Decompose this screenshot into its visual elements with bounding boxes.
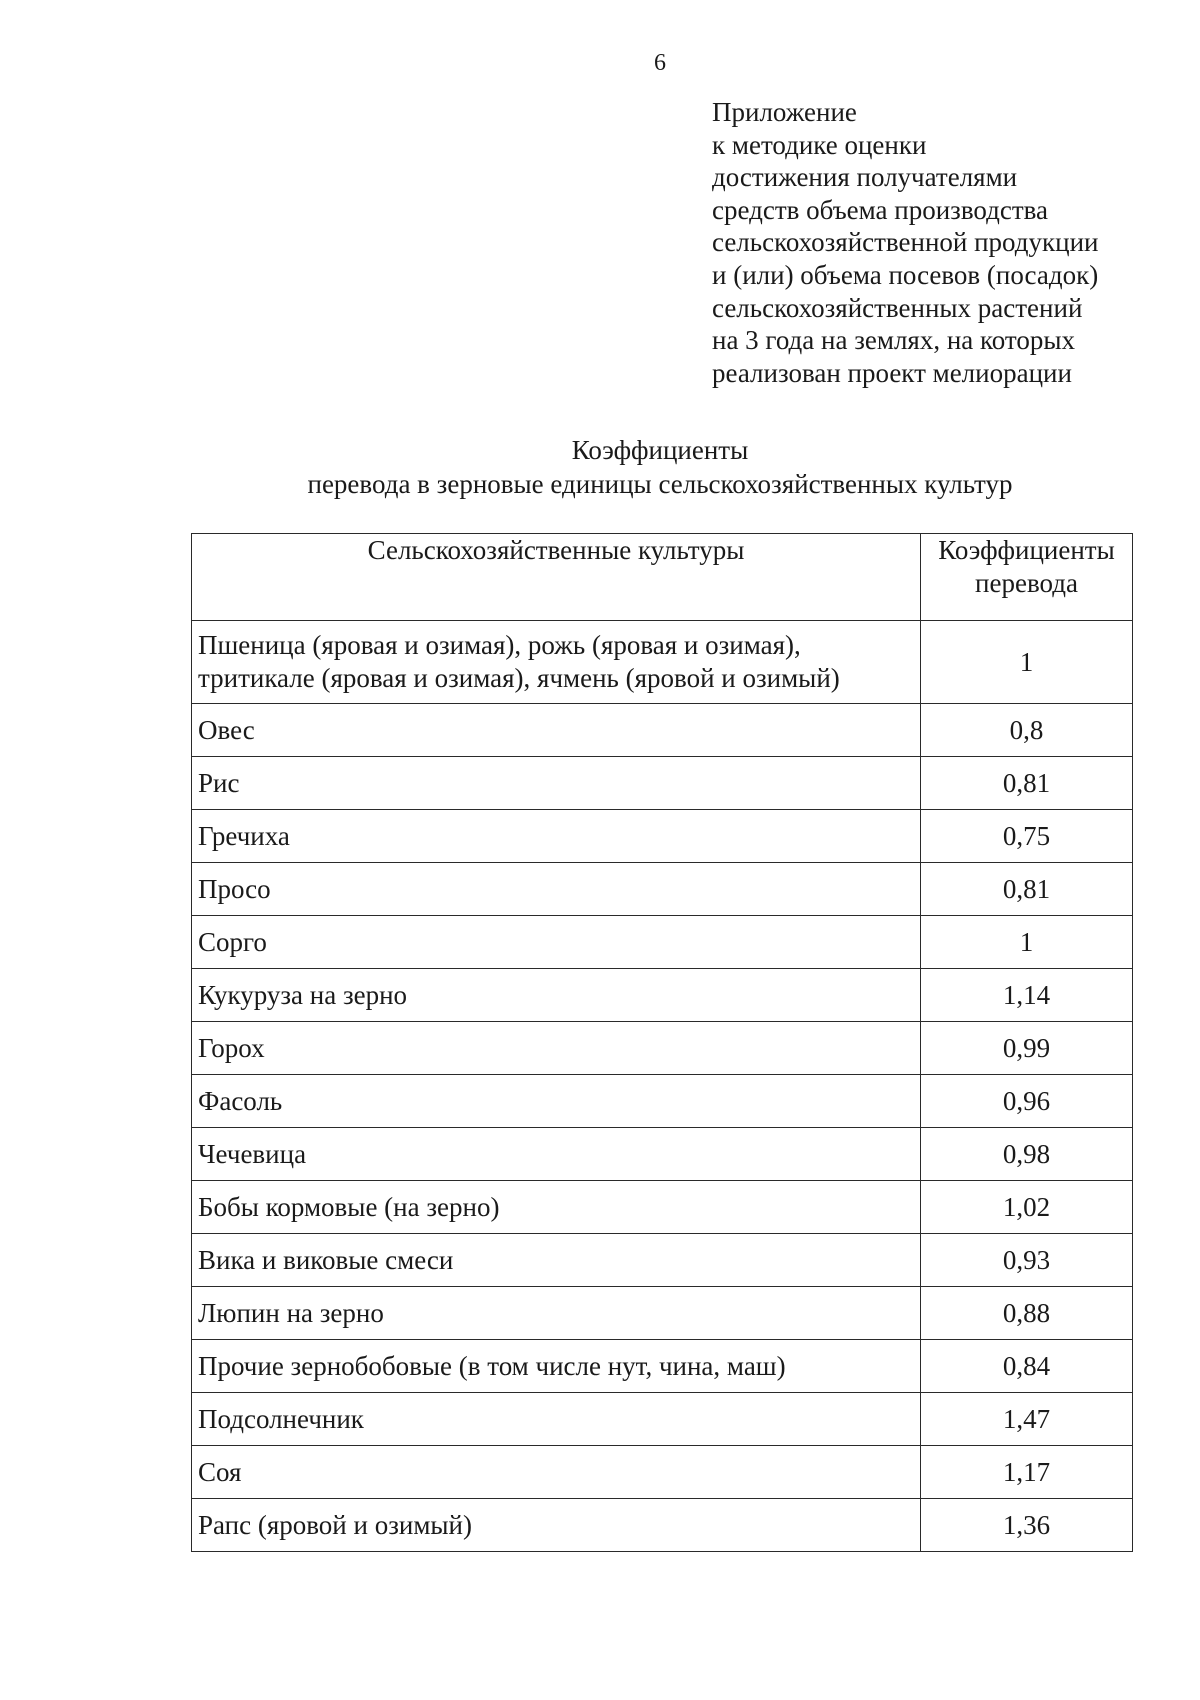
crop-line: Пшеница (яровая и озимая), рожь (яровая и озимая), [198,630,801,660]
coefficient-cell: 0,8 [921,704,1133,757]
table-row [192,1181,1133,1234]
table-row [192,863,1133,916]
crop-cell: Гречиха [192,810,921,863]
coefficient-cell: 0,81 [921,863,1133,916]
appendix-line: реализован проект мелиорации [712,357,1072,388]
crop-cell [192,621,921,704]
table-title-line1: Коэффициенты [571,435,749,465]
crop-cell: Вика и виковые смеси [192,1234,921,1287]
crop-cell: Люпин на зерно [192,1287,921,1340]
crop-cell: Чечевица [192,1128,921,1181]
coefficient-cell: 0,98 [921,1128,1133,1181]
coefficient-cell: 0,93 [921,1234,1133,1287]
page-number: 6 [654,50,666,76]
header-coefficient-line1: Коэффициенты [938,535,1115,565]
appendix-line: к методике оценки [712,129,927,160]
table-title-line2: перевода в зерновые единицы сельскохозяйственных культур [307,469,1013,499]
coefficients-table [191,533,1133,1552]
header-crop: Сельскохозяйственные культуры [192,534,921,621]
coefficient-cell: 0,81 [921,757,1133,810]
crop-cell: Подсолнечник [192,1393,921,1446]
coefficient-cell: 0,96 [921,1075,1133,1128]
table-row [192,704,1133,757]
crop-cell: Фасоль [192,1075,921,1128]
table-row [192,1075,1133,1128]
crop-line: тритикале (яровая и озимая), ячмень (яровой и озимый) [198,663,840,693]
table-row [192,969,1133,1022]
appendix-line: достижения получателями [712,162,1018,193]
appendix-line: и (или) объема посевов (посадок) [712,259,1099,290]
coefficient-cell: 1,17 [921,1446,1133,1499]
crop-cell: Сорго [192,916,921,969]
table-row [192,1446,1133,1499]
table-row [192,1234,1133,1287]
header-coefficient-line2: перевода [975,568,1078,598]
crop-cell: Горох [192,1022,921,1075]
table-row [192,1287,1133,1340]
appendix-line: сельскохозяйственной продукции [712,227,1099,258]
table-row [192,810,1133,863]
table-row [192,621,1133,704]
table-header-row [192,534,1133,621]
table-row [192,1022,1133,1075]
table-row [192,1393,1133,1446]
coefficient-cell: 0,84 [921,1340,1133,1393]
table-row [192,1128,1133,1181]
crop-cell: Кукуруза на зерно [192,969,921,1022]
crop-cell: Бобы кормовые (на зерно) [192,1181,921,1234]
crop-cell: Рапс (яровой и озимый) [192,1499,921,1552]
appendix-line: сельскохозяйственных растений [712,292,1083,323]
crop-cell: Овес [192,704,921,757]
table-title [190,433,1130,501]
crop-cell: Рис [192,757,921,810]
appendix-note [712,96,1152,389]
coefficient-cell: 0,75 [921,810,1133,863]
coefficient-cell: 1,36 [921,1499,1133,1552]
table-row [192,1499,1133,1552]
coefficient-cell: 1 [921,621,1133,704]
crop-cell: Просо [192,863,921,916]
crop-cell: Соя [192,1446,921,1499]
coefficient-cell: 1 [921,916,1133,969]
crop-cell: Прочие зернобобовые (в том числе нут, чина, маш) [192,1340,921,1393]
coefficient-cell: 1,14 [921,969,1133,1022]
coefficient-cell: 1,02 [921,1181,1133,1234]
coefficient-cell: 1,47 [921,1393,1133,1446]
header-coefficient [921,534,1133,621]
coefficient-cell: 0,99 [921,1022,1133,1075]
appendix-line: на 3 года на землях, на которых [712,325,1075,356]
appendix-line: Приложение [712,97,857,127]
coefficient-cell: 0,88 [921,1287,1133,1340]
table-row [192,1340,1133,1393]
table-row [192,757,1133,810]
table-row [192,916,1133,969]
appendix-line: средств объема производства [712,194,1049,225]
